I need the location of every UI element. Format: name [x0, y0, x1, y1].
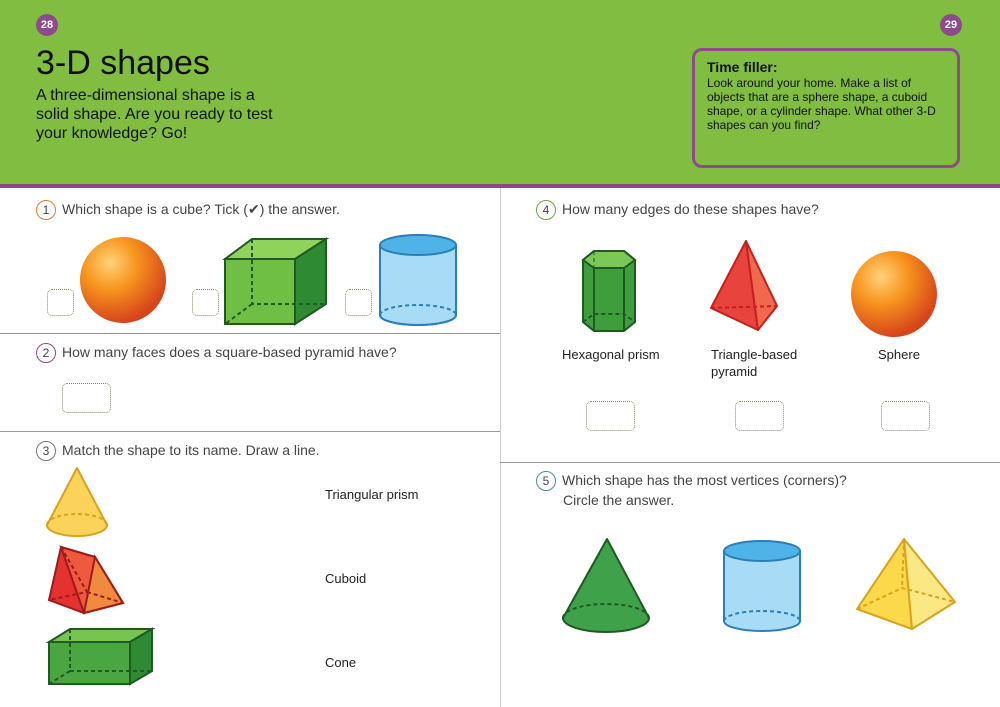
- match-name-cuboid: Cuboid: [325, 571, 367, 586]
- time-filler-title: Time filler:: [707, 59, 778, 75]
- tick-box-cylinder[interactable]: [345, 289, 372, 316]
- cone-shape-q5[interactable]: [560, 536, 652, 636]
- question-2: [36, 343, 397, 363]
- match-name-triangular-prism: Triangular prism: [325, 487, 419, 502]
- answer-box-sphere[interactable]: [881, 401, 930, 431]
- question-5: [536, 471, 847, 509]
- tick-box-cube[interactable]: [192, 289, 219, 316]
- question-1-text: Which shape is a cube? Tick (✔) the answer.: [62, 201, 340, 217]
- triangle-pyramid-shape-q4: [708, 238, 780, 333]
- triangular-prism-shape-q3: [47, 545, 127, 617]
- question-3: [36, 441, 320, 461]
- time-filler-text: Look around your home. Make a list of objects that are a sphere shape, a cuboid shape, or a cylinder shape. What other 3-D shapes can you find?: [707, 76, 936, 132]
- question-1: [36, 200, 340, 220]
- intro-text: A three-dimensional shape is a solid shape. Are you ready to test your knowledge? Go!: [36, 87, 273, 142]
- answer-box-q2[interactable]: [62, 383, 111, 413]
- question-number-4: 4: [536, 200, 556, 220]
- square-pyramid-shape-q5[interactable]: [854, 536, 960, 632]
- answer-box-hexagonal-prism[interactable]: [586, 401, 635, 431]
- label-sphere: Sphere: [878, 347, 920, 362]
- cylinder-shape-q1: [378, 233, 460, 327]
- cube-shape-q1: [222, 237, 330, 327]
- time-filler-box: [692, 48, 960, 168]
- question-4: [536, 200, 819, 220]
- cylinder-shape-q5[interactable]: [722, 538, 804, 634]
- cone-shape-q3: [44, 465, 112, 540]
- divider-q2: [0, 431, 500, 432]
- label-hexagonal-prism: Hexagonal prism: [562, 347, 660, 362]
- tick-box-sphere[interactable]: [47, 289, 74, 316]
- question-number-5: 5: [536, 471, 556, 491]
- match-name-cone: Cone: [325, 655, 357, 670]
- sphere-shape-q1: [79, 236, 169, 326]
- question-number-1: 1: [36, 200, 56, 220]
- question-3-text: Match the shape to its name. Draw a line.: [62, 442, 320, 458]
- page-number-right: 29: [940, 14, 962, 36]
- question-2-text: How many faces does a square-based pyramid have?: [62, 344, 397, 360]
- question-5-text-line2: Circle the answer.: [563, 492, 675, 509]
- divider-q4: [500, 462, 1000, 463]
- page-number-left: 28: [36, 14, 58, 36]
- page-title: 3-D shapes: [36, 44, 210, 82]
- sphere-shape-q4: [850, 250, 940, 340]
- label-triangle-pyramid: Triangle-based pyramid: [711, 347, 798, 379]
- answer-box-triangle-pyramid[interactable]: [735, 401, 784, 431]
- page-gutter: [500, 188, 501, 707]
- hexagonal-prism-shape-q4: [580, 246, 640, 334]
- question-5-text-line1: Which shape has the most vertices (corners)?: [562, 472, 847, 488]
- question-4-text: How many edges do these shapes have?: [562, 201, 819, 217]
- question-number-3: 3: [36, 441, 56, 461]
- cuboid-shape-q3: [46, 627, 156, 687]
- divider-q1: [0, 333, 500, 334]
- question-number-2: 2: [36, 343, 56, 363]
